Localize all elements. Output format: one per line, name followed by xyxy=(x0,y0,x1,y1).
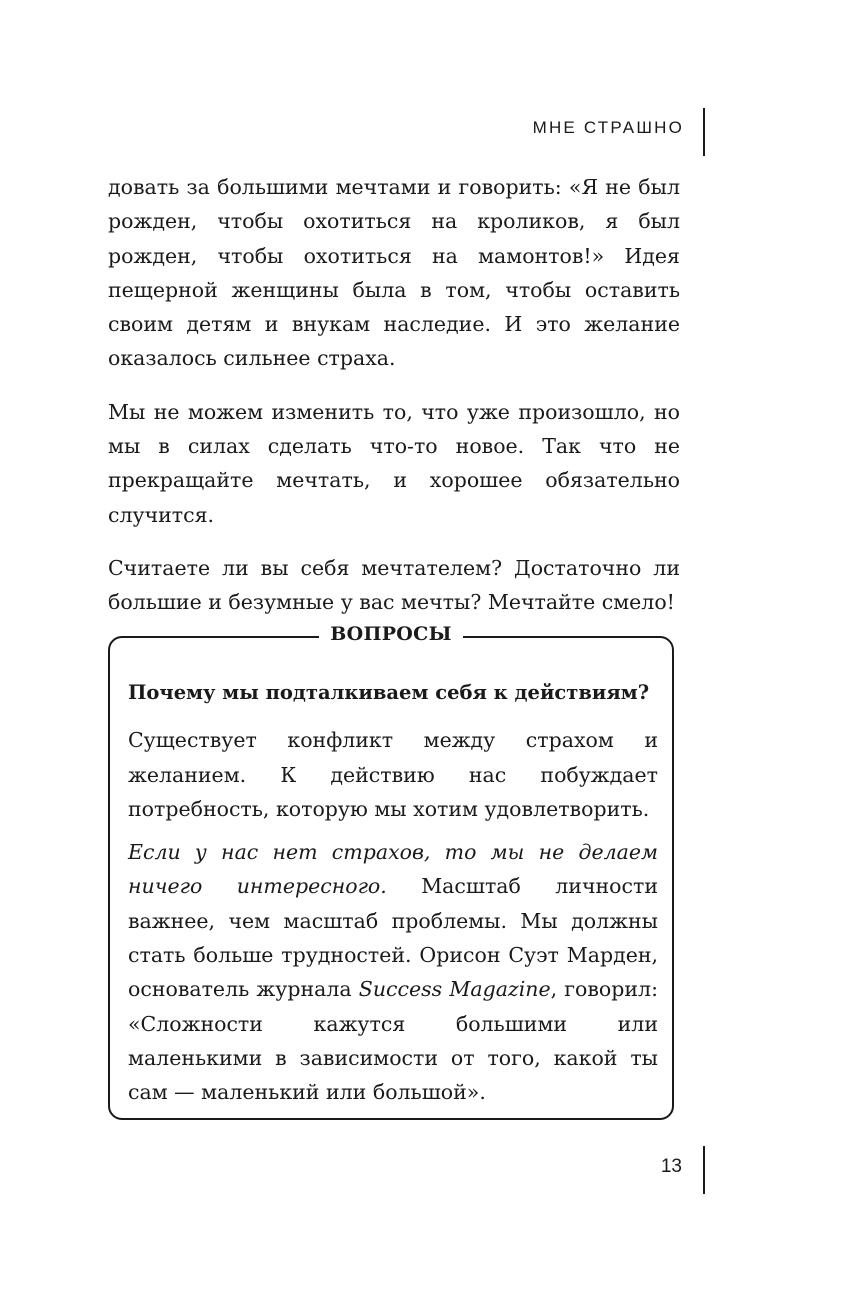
questions-box-content xyxy=(128,676,658,1119)
answer-text-a: Масштаб личности важнее, чем масштаб проблемы. Мы должны стать больше трудностей. Орисон Суэт Марден, основатель журнала xyxy=(128,874,658,1002)
question-heading: Почему мы подталкиваем себя к действиям? xyxy=(128,681,650,704)
questions-box-title xyxy=(110,623,672,645)
body-paragraph: Мы не можем изменить то, что уже произошло, но мы в силах сделать что-то новое. Так что не прекращайте мечтать, и хорошее обязательно случится. xyxy=(108,399,680,527)
header-vertical-rule xyxy=(703,108,705,156)
body-paragraph: довать за большими мечтами и говорить: «Я не был рожден, чтобы охотиться на кроликов, я был рожден, чтобы охотиться на мамонтов!» Идея пещерной женщины была в том, чтобы оставить своим детям и внукам наследие. И это желание оказалось сильнее страха. xyxy=(108,175,680,371)
answer-text-b: , говорил: «Сложности кажутся большими или маленькими в зависимости от того, какой ты сам — маленький или большой». xyxy=(128,977,658,1105)
page-number: 13 xyxy=(660,1156,682,1177)
answer-paragraph: Существует конфликт между страхом и желанием. К действию нас побуждает потребность, которую мы хотим удовлетворить. xyxy=(128,728,658,821)
main-text xyxy=(108,170,680,639)
footer-vertical-rule xyxy=(703,1146,705,1194)
magazine-title: Success Magazine xyxy=(358,977,551,1002)
questions-box-title-text: ВОПРОСЫ xyxy=(319,623,462,645)
running-header-title: МНЕ СТРАШНО xyxy=(532,118,684,137)
answer-paragraph-2 xyxy=(128,835,658,1109)
body-paragraph: Считаете ли вы себя мечтателем? Достаточно ли большие и безумные у вас мечты? Мечтайте смело! xyxy=(108,555,680,615)
answer-italic-lead: Если у нас нет страхов, то мы не делаем ничего интересного. xyxy=(128,840,658,899)
questions-box xyxy=(108,623,674,1120)
